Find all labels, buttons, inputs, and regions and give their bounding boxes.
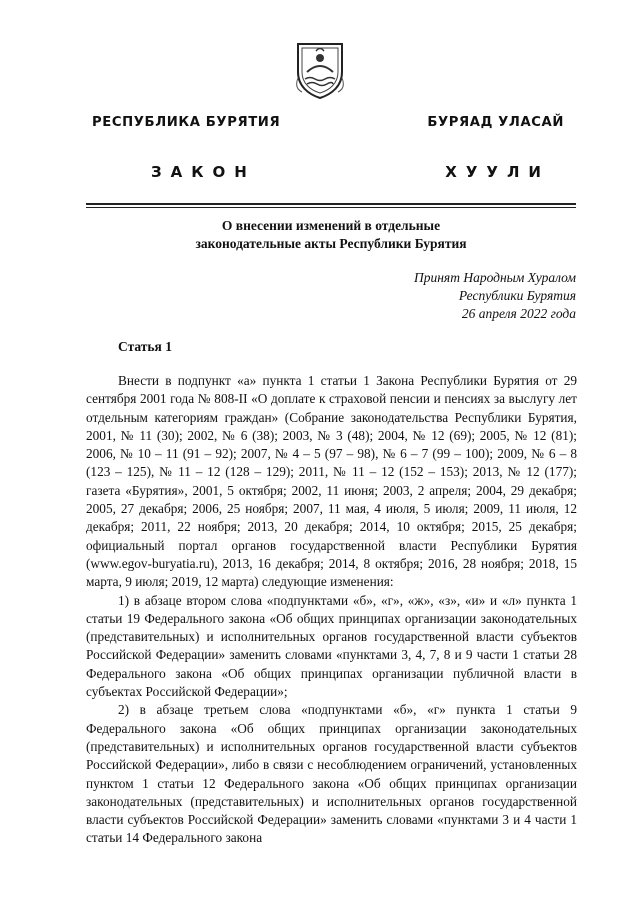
adoption-date: 26 апреля 2022 года: [461, 306, 576, 321]
law-label-buryat: ХУУЛИ: [445, 163, 550, 181]
republic-name-buryat: БУРЯАД УЛАСАЙ: [427, 115, 564, 130]
article-paragraph: Внести в подпункт «а» пункта 1 статьи 1 Закона Республики Бурятия от 29 сентября 2001 года № 808-II «О доплате к страховой пенсии и пенсиях за выслугу лет отдельным категориям граждан» (Собрание законодательства Республики Бурятия, 2001, № 11 (30); 2002, № 6 (38); 2003, № 3 (48); 2004, № 12 (69); 2005, № 12 (81); 2006, № 10 – 11 (91 – 92); 2007, № 4 – 5 (97 – 98), № 6 – 7 (99 – 100); 2009, № 6 – 8 (123 – 125), № 11 – 12 (128 – 129); 2011, № 11 – 12 (152 – 153); 2013, № 12 (177); газета «Бурятия», 2001, 5 октября; 2002, 11 июня; 2003, 2 апреля; 2004, 29 декабря; 2005, 27 декабря; 2006, 25 ноября; 2007, 11 мая, 4 июля, 5 июля; 2009, 11 июля, 12 декабря; 2011, 22 ноября; 2013, 20 декабря; 2014, 10 октября; 2015, 25 декабря; официальный портал органов государственной власти Республики Бурятия (www.egov-buryatia.ru), 2013, 16 декабря; 2014, 8 октября; 2016, 28 ноября; 2018, 15 марта, 9 июля; 2019, 12 марта) следующие изменения:: [86, 373, 577, 590]
article-paragraph: 1) в абзаце втором слова «подпунктами «б», «г», «ж», «з», «и» и «л» пункта 1 статьи 19 Федерального закона «Об общих принципах организации законодательных (представительных) и исполнительных органов государственной власти субъектов Российской Федерации» заменить словами «пунктами 3, 4, 7, 8 и 9 части 1 статьи 28 Федерального закона «Об общих принципах организации публичной власти в субъектах Российской Федерации»;: [86, 592, 577, 700]
republic-name-russian: РЕСПУБЛИКА БУРЯТИЯ: [92, 115, 281, 130]
adoption-note-line-1: Принят Народным Хуралом: [413, 270, 576, 285]
header-divider-thick: [86, 203, 576, 205]
coat-of-arms-icon: [292, 38, 348, 100]
adoption-note: [414, 269, 576, 323]
document-title-line-1: О внесении изменений в отдельные: [221, 218, 441, 233]
document-title: [86, 217, 576, 253]
document-title-line-2: законодательные акты Республики Бурятия: [195, 236, 467, 251]
header-divider-thin: [86, 207, 576, 208]
adoption-note-line-2: Республики Бурятия: [458, 288, 576, 303]
law-label-russian: ЗАКОН: [151, 163, 256, 181]
article-body: [86, 372, 577, 848]
article-heading: Статья 1: [118, 339, 172, 354]
article-paragraph: 2) в абзаце третьем слова «подпунктами «б», «г» пункта 1 статьи 9 Федерального закона «Об общих принципах организации законодательных (представительных) и исполнительных органов государственной власти субъектов Российской Федерации», либо в связи с несоблюдением ограничений, установленных пунктом 1 статьи 12 Федерального закона «Об общих принципах организации законодательных (представительных) и исполнительных органов государственной власти субъектов Российской Федерации» заменить словами «пунктами 3 и 4 части 1 статьи 14 Федерального закона: [86, 702, 577, 846]
